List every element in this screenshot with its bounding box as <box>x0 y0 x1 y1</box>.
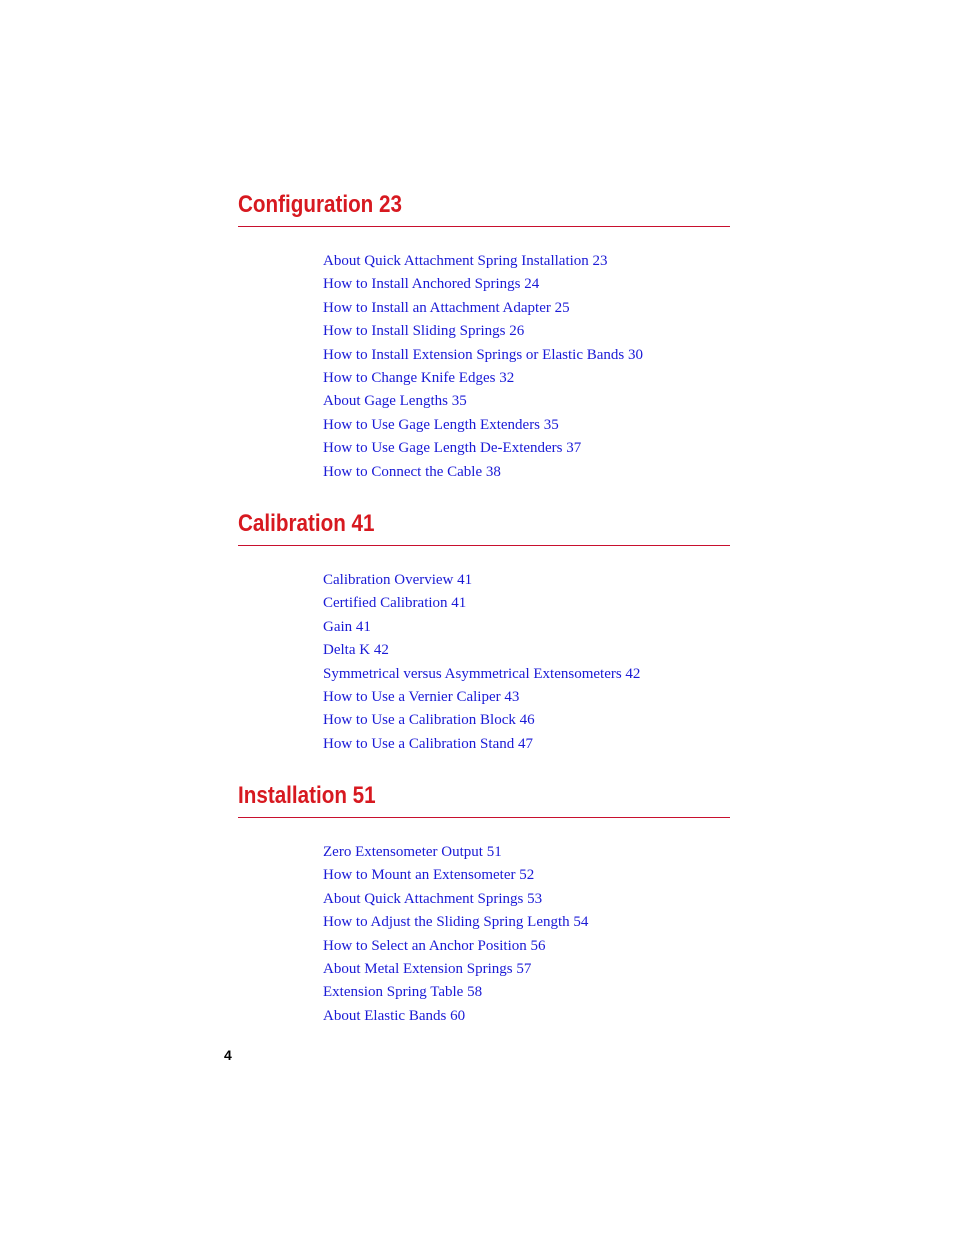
toc-link[interactable]: Symmetrical versus Asymmetrical Extensometers 42 <box>323 665 641 682</box>
toc-link[interactable]: About Elastic Bands 60 <box>323 1007 466 1024</box>
toc-link[interactable]: How to Install Sliding Springs 26 <box>323 323 525 340</box>
section-installation <box>238 781 730 1024</box>
toc-link[interactable]: How to Connect the Cable 38 <box>323 463 501 480</box>
toc-link[interactable]: How to Use a Vernier Caliper 43 <box>323 688 520 705</box>
section-divider <box>238 817 730 818</box>
toc-list-installation <box>323 841 588 1028</box>
toc-link[interactable]: Certified Calibration 41 <box>323 595 467 612</box>
toc-link[interactable]: How to Install Anchored Springs 24 <box>323 276 540 293</box>
section-configuration <box>238 190 730 480</box>
toc-link[interactable]: Zero Extensometer Output 51 <box>323 844 502 860</box>
toc-link[interactable]: How to Install Extension Springs or Elastic Bands 30 <box>323 346 643 363</box>
section-title-calibration[interactable]: Calibration 41 <box>238 510 375 537</box>
toc-link[interactable]: About Quick Attachment Spring Installation 23 <box>323 253 608 269</box>
toc-list-calibration <box>323 569 640 756</box>
toc-link[interactable]: Calibration Overview 41 <box>323 572 473 588</box>
section-title-installation[interactable]: Installation 51 <box>238 782 376 809</box>
toc-link[interactable]: How to Adjust the Sliding Spring Length 54 <box>323 914 589 931</box>
section-divider <box>238 226 730 227</box>
toc-link[interactable]: About Quick Attachment Springs 53 <box>323 890 543 907</box>
page-number: 4 <box>224 1047 232 1063</box>
toc-list-configuration <box>323 250 643 484</box>
toc-link[interactable]: About Gage Lengths 35 <box>323 393 467 410</box>
section-divider <box>238 545 730 546</box>
section-calibration <box>238 509 730 752</box>
toc-link[interactable]: About Metal Extension Springs 57 <box>323 960 532 977</box>
toc-link[interactable]: How to Use a Calibration Stand 47 <box>323 735 533 752</box>
toc-link[interactable]: How to Install an Attachment Adapter 25 <box>323 299 570 316</box>
toc-link[interactable]: How to Use Gage Length Extenders 35 <box>323 416 559 433</box>
toc-link[interactable]: How to Change Knife Edges 32 <box>323 369 515 386</box>
toc-link[interactable]: How to Use a Calibration Block 46 <box>323 712 535 729</box>
toc-link[interactable]: How to Use Gage Length De-Extenders 37 <box>323 440 582 457</box>
section-title-configuration[interactable]: Configuration 23 <box>238 191 402 218</box>
toc-link[interactable]: How to Select an Anchor Position 56 <box>323 937 546 954</box>
toc-link[interactable]: Gain 41 <box>323 618 371 635</box>
toc-link[interactable]: How to Mount an Extensometer 52 <box>323 867 535 884</box>
toc-link[interactable]: Extension Spring Table 58 <box>323 984 483 1001</box>
toc-link[interactable]: Delta K 42 <box>323 642 389 659</box>
